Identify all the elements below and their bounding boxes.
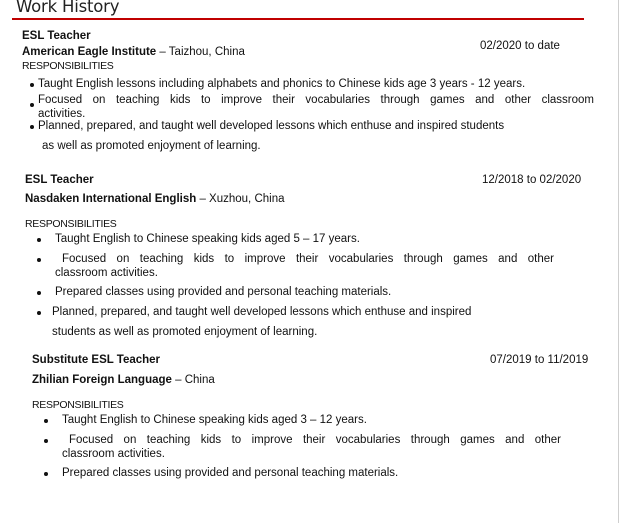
job-title: ESL Teacher — [22, 30, 91, 42]
company-location: – Taizhou, China — [156, 46, 245, 58]
job-company — [32, 372, 215, 389]
bullet-icon — [37, 258, 41, 262]
bullet-icon — [30, 83, 34, 87]
responsibilities-label: RESPONSIBILITIES — [25, 218, 117, 230]
job-title: ESL Teacher — [25, 174, 94, 186]
job-company — [25, 191, 285, 208]
bullet-icon — [30, 103, 34, 107]
bullet-icon — [37, 238, 41, 242]
job-dates: 07/2019 to 11/2019 — [490, 354, 589, 366]
company-location: – China — [171, 374, 215, 386]
section-heading: Work History — [16, 0, 120, 16]
page-edge — [618, 0, 619, 523]
responsibilities-label: RESPONSIBILITIES — [22, 60, 114, 72]
bullet-icon — [30, 125, 34, 129]
bullet-icon — [44, 419, 48, 423]
heading-rule — [12, 18, 584, 20]
job-dates: 12/2018 to 02/2020 — [482, 174, 582, 186]
bullet-icon — [44, 472, 48, 476]
company-name: Nasdaken International English — [25, 193, 197, 205]
company-name: American Eagle Institute — [22, 46, 157, 58]
company-location: – Xuzhou, China — [196, 193, 285, 205]
bullet-icon — [37, 291, 41, 295]
bullet-icon — [37, 311, 41, 315]
bullet-icon — [44, 439, 48, 443]
job-dates: 02/2020 to date — [480, 40, 560, 52]
responsibilities-label: RESPONSIBILITIES — [32, 399, 124, 411]
company-name: Zhilian Foreign Language — [32, 374, 172, 386]
job-title: Substitute ESL Teacher — [32, 354, 161, 366]
